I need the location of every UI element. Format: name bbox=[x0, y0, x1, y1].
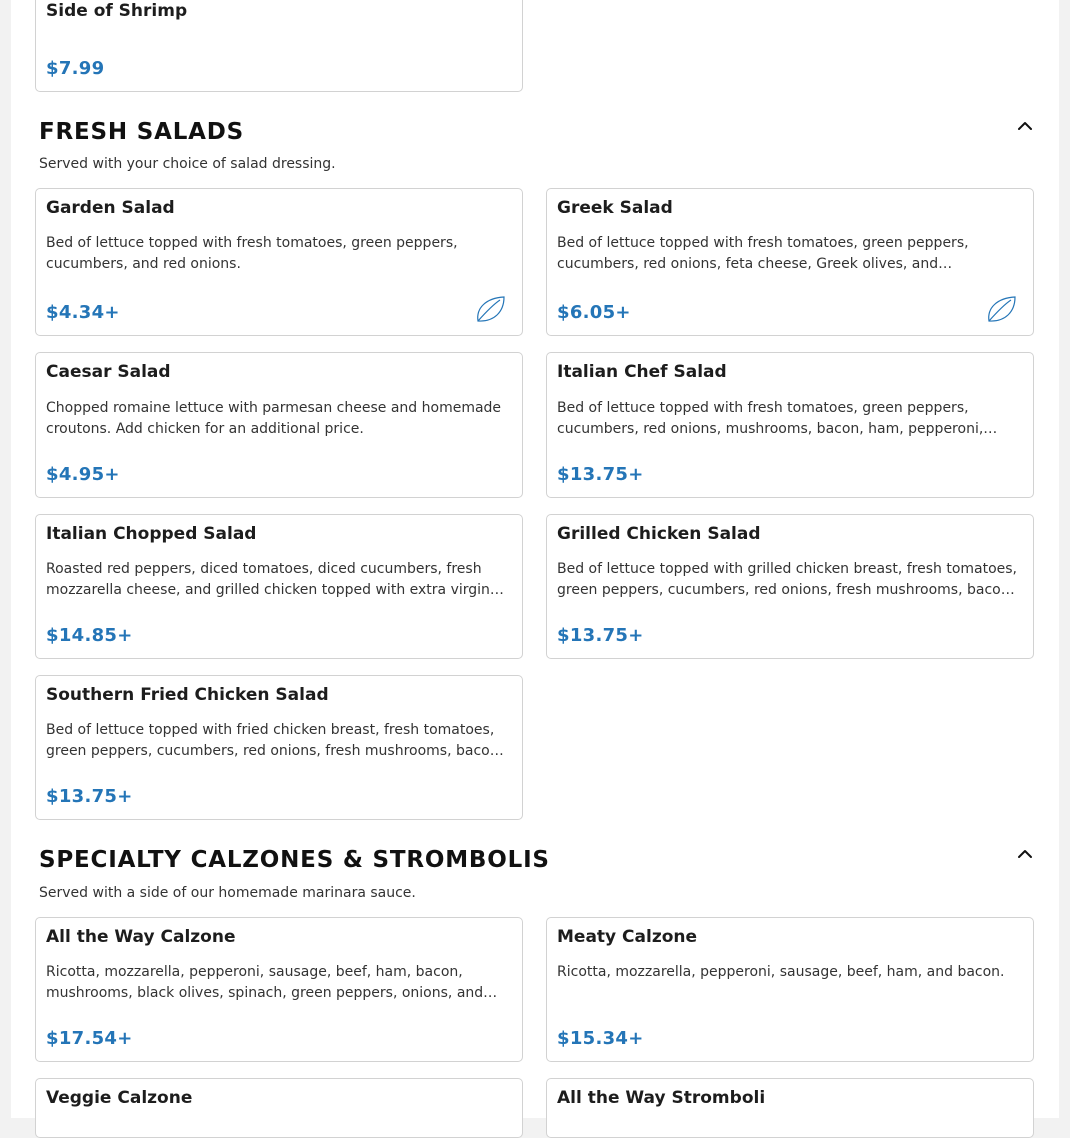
menu-item-name: Greek Salad bbox=[557, 198, 673, 218]
menu-item-card[interactable] bbox=[546, 917, 1034, 1062]
menu-item-name: Grilled Chicken Salad bbox=[557, 524, 761, 544]
menu-item-card[interactable] bbox=[546, 1078, 1034, 1138]
menu-item-card[interactable] bbox=[35, 1078, 523, 1138]
menu-item-card[interactable] bbox=[546, 188, 1034, 336]
menu-item-name: All the Way Stromboli bbox=[557, 1088, 766, 1108]
menu-item-name: Caesar Salad bbox=[46, 362, 171, 382]
menu-item-description: Ricotta, mozzarella, pepperoni, sausage, beef, ham, bacon, mushrooms, black olives, spinach, green peppers, onions, and… bbox=[46, 964, 498, 1001]
vegetarian-leaf-icon bbox=[474, 294, 506, 324]
menu-item-price: $14.85+ bbox=[46, 625, 133, 646]
section-title: SPECIALTY CALZONES & STROMBOLIS bbox=[39, 847, 550, 873]
menu-item-name: Garden Salad bbox=[46, 198, 175, 218]
menu-item-name: All the Way Calzone bbox=[46, 927, 236, 947]
menu-item-card[interactable] bbox=[35, 514, 523, 659]
vegetarian-leaf-icon bbox=[985, 294, 1017, 324]
menu-item-card[interactable] bbox=[35, 188, 523, 336]
menu-item-card[interactable] bbox=[35, 0, 523, 92]
menu-item-name: Italian Chef Salad bbox=[557, 362, 727, 382]
menu-item-card[interactable] bbox=[35, 352, 523, 498]
menu-item-description: Bed of lettuce topped with fresh tomatoes, green peppers, cucumbers, red onions, feta cheese, Greek olives, and… bbox=[557, 235, 969, 272]
menu-item-price: $17.54+ bbox=[46, 1028, 133, 1049]
menu-item-description: Ricotta, mozzarella, pepperoni, sausage, beef, ham, and bacon. bbox=[557, 964, 1005, 980]
menu-item-card[interactable] bbox=[35, 675, 523, 820]
menu-item-price: $4.34+ bbox=[46, 302, 120, 323]
menu-item-name: Italian Chopped Salad bbox=[46, 524, 257, 544]
menu-item-price: $13.75+ bbox=[557, 625, 644, 646]
menu-item-description: Bed of lettuce topped with fresh tomatoes, green peppers, cucumbers, and red onions. bbox=[46, 235, 458, 272]
menu-item-card[interactable] bbox=[35, 917, 523, 1062]
menu-item-price: $6.05+ bbox=[557, 302, 631, 323]
chevron-up-icon[interactable] bbox=[1013, 114, 1037, 138]
menu-item-name: Veggie Calzone bbox=[46, 1088, 193, 1108]
menu-item-price: $13.75+ bbox=[557, 464, 644, 485]
menu-item-name: Side of Shrimp bbox=[46, 1, 188, 21]
menu-item-card[interactable] bbox=[546, 514, 1034, 659]
menu-item-description: Chopped romaine lettuce with parmesan cheese and homemade croutons. Add chicken for an additional price. bbox=[46, 400, 502, 437]
menu-item-name: Meaty Calzone bbox=[557, 927, 698, 947]
menu-item-price: $15.34+ bbox=[557, 1028, 644, 1049]
menu-item-price: $4.95+ bbox=[46, 464, 120, 485]
menu-item-card[interactable] bbox=[546, 352, 1034, 498]
menu-item-description: Bed of lettuce topped with fried chicken breast, fresh tomatoes, green peppers, cucumbers, red onions, fresh mushrooms, baco… bbox=[46, 722, 504, 759]
section-subtitle: Served with your choice of salad dressing. bbox=[39, 156, 336, 172]
menu-item-price: $7.99 bbox=[46, 58, 105, 79]
chevron-up-icon[interactable] bbox=[1013, 842, 1037, 866]
menu-item-price: $13.75+ bbox=[46, 786, 133, 807]
menu-item-description: Bed of lettuce topped with grilled chicken breast, fresh tomatoes, green peppers, cucumbers, red onions, fresh mushrooms, baco… bbox=[557, 561, 1017, 598]
section-subtitle: Served with a side of our homemade marinara sauce. bbox=[39, 885, 416, 901]
section-title: FRESH SALADS bbox=[39, 119, 245, 145]
menu-page bbox=[11, 0, 1059, 1118]
menu-item-description: Bed of lettuce topped with fresh tomatoes, green peppers, cucumbers, red onions, mushrooms, bacon, ham, pepperoni,… bbox=[557, 400, 998, 437]
menu-item-name: Southern Fried Chicken Salad bbox=[46, 685, 329, 705]
menu-item-description: Roasted red peppers, diced tomatoes, diced cucumbers, fresh mozzarella cheese, and grilled chicken topped with extra virgin… bbox=[46, 561, 504, 598]
